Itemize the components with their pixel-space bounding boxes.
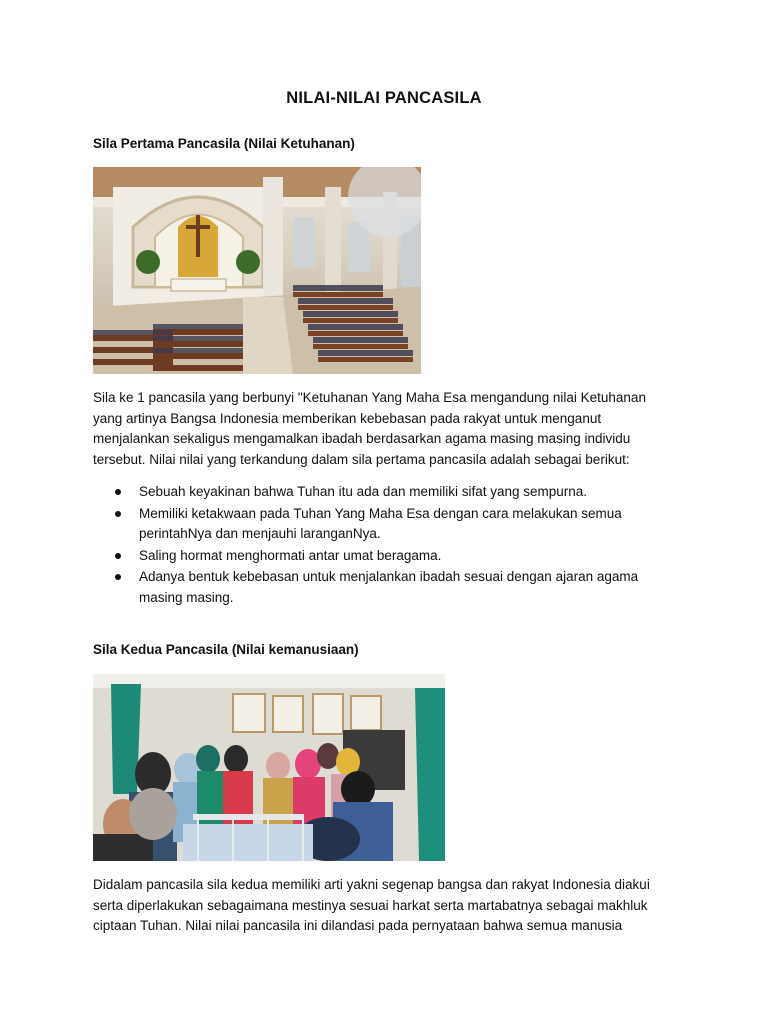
list-item-text: Sebuah keyakinan bahwa Tuhan itu ada dan memiliki sifat yang sempurna. [139, 484, 588, 499]
section-2-heading: Sila Kedua Pancasila (Nilai kemanusiaan) [93, 642, 359, 657]
list-item-text: perintahNya dan menjauhi laranganNya. [139, 526, 381, 541]
list-item [93, 546, 693, 567]
list-item [93, 567, 693, 608]
list-item-text: Memiliki ketakwaan pada Tuhan Yang Maha Esa dengan cara melakukan semua [139, 505, 622, 521]
list-item-text: Saling hormat menghormati antar umat beragama. [139, 547, 442, 563]
section-2-paragraph [93, 875, 693, 937]
paragraph-line: Sila ke 1 pancasila yang berbunyi "Ketuhanan Yang Maha Esa mengandung nilai Ketuhanan [93, 390, 646, 405]
paragraph-line: yang artinya Bangsa Indonesia memberikan kebebasan pada rakyat untuk menganut [93, 410, 602, 426]
list-item [93, 482, 693, 503]
list-item [93, 504, 693, 545]
bullet-icon [115, 511, 121, 517]
bullet-icon [115, 574, 121, 580]
paragraph-line: Didalam pancasila sila kedua memiliki arti yakni segenap bangsa dan rakyat Indonesia diakui [93, 877, 650, 892]
bullet-icon [115, 489, 121, 495]
document-title: NILAI-NILAI PANCASILA [286, 89, 482, 107]
hospital-visit-photo [93, 674, 445, 861]
paragraph-line: tersebut. Nilai nilai yang terkandung dalam sila pertama pancasila adalah sebagai berikut: [93, 451, 630, 467]
paragraph-line: ciptaan Tuhan. Nilai nilai pancasila ini dilandasi pada pernyataan bahwa semua manusia [93, 918, 623, 933]
list-item-text: masing masing. [139, 589, 234, 605]
section-1-paragraph [93, 388, 693, 470]
bullet-icon [115, 553, 121, 559]
section-1-heading: Sila Pertama Pancasila (Nilai Ketuhanan) [93, 136, 355, 151]
section-1-bullet-list [93, 482, 693, 609]
paragraph-line: menjalankan sekaligus mengamalkan ibadah berdasarkan agama masing masing individu [93, 431, 631, 446]
list-item-text: Adanya bentuk kebebasan untuk menjalankan ibadah sesuai dengan ajaran agama [139, 569, 639, 584]
paragraph-line: serta diperlakukan sebagaimana mestinya sesuai harkat serta martabatnya sebagai makhluk [93, 897, 648, 913]
hospital-visit-illustration [93, 674, 445, 861]
church-interior-illustration [93, 167, 421, 374]
church-interior-photo [93, 167, 421, 374]
